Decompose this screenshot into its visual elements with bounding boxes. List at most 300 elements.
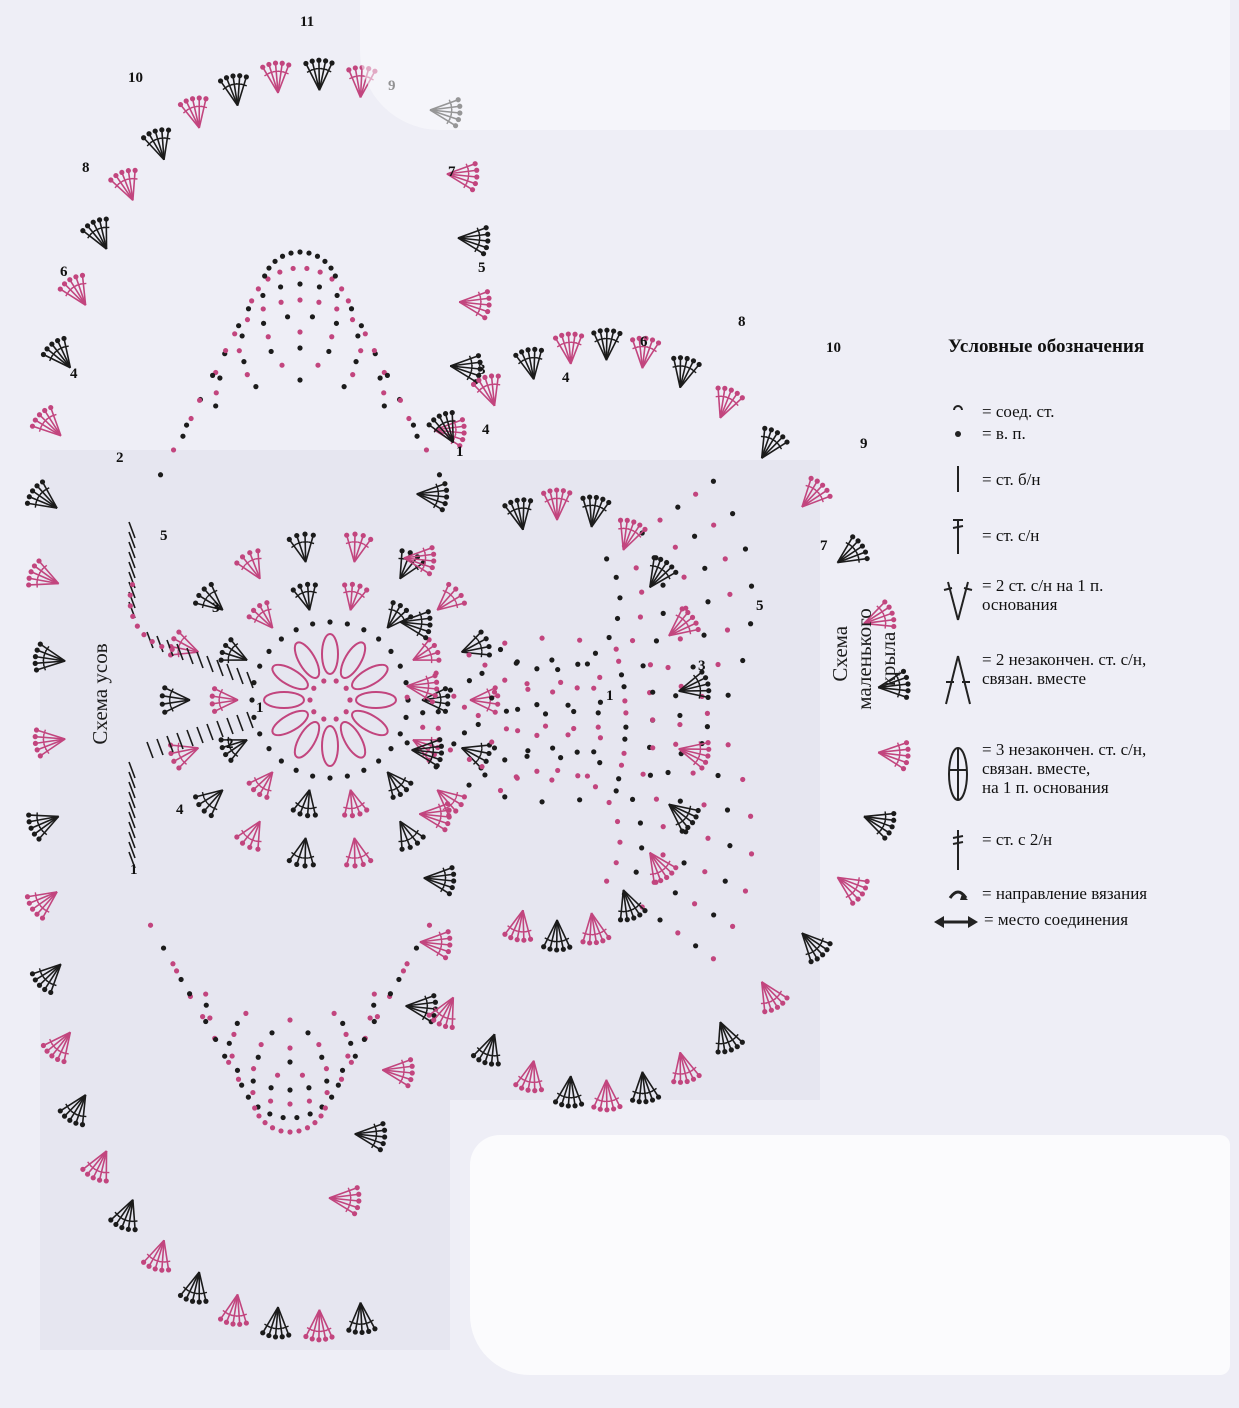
chain-stitch — [305, 1125, 310, 1130]
chain-stitch — [443, 411, 448, 416]
chain-stitch — [890, 824, 895, 829]
chain-stitch — [617, 840, 622, 845]
chain-stitch — [302, 863, 307, 868]
chain-stitch — [436, 658, 441, 663]
double-crochet-bar — [346, 856, 352, 858]
chain-stitch — [311, 533, 316, 538]
chain-stitch — [446, 949, 451, 954]
chain-stitch — [453, 586, 458, 591]
chain-stitch — [585, 773, 590, 778]
double-crochet — [361, 1302, 375, 1328]
chain-stitch — [406, 416, 411, 421]
chain-stitch — [202, 808, 207, 813]
chain-stitch — [638, 820, 643, 825]
chain-stitch — [48, 990, 53, 995]
row-number: 2 — [116, 450, 124, 466]
chain-stitch — [113, 1222, 118, 1227]
chain-stitch — [67, 277, 72, 282]
chain-stitch — [482, 772, 487, 777]
chain-stitch — [827, 941, 832, 946]
double-crochet — [306, 535, 314, 562]
row-number: 1 — [256, 700, 264, 716]
chain-stitch — [474, 174, 479, 179]
chain-stitch — [559, 1102, 564, 1107]
chain-stitch — [132, 168, 137, 173]
chain-stitch — [565, 732, 570, 737]
chain-stitch — [200, 1014, 205, 1019]
chain-stitch — [486, 644, 491, 649]
chain-stitch — [329, 60, 334, 65]
double-crochet-bar — [343, 591, 349, 592]
double-crochet — [557, 920, 563, 949]
chain-stitch — [361, 768, 366, 773]
chain-stitch — [437, 757, 442, 762]
chain-stitch — [159, 127, 164, 132]
chain-stitch — [224, 75, 229, 80]
chain-stitch — [630, 797, 635, 802]
double-crochet — [557, 491, 563, 520]
chain-stitch — [824, 947, 829, 952]
chain-stitch — [439, 750, 444, 755]
chain-stitch — [604, 1107, 609, 1112]
row-number: 4 — [562, 370, 570, 386]
chain-stitch — [228, 758, 233, 763]
chain-stitch — [108, 1217, 113, 1222]
chain-stitch — [554, 947, 559, 952]
chain-stitch — [246, 306, 251, 311]
chain-stitch — [345, 621, 350, 626]
single-crochet — [207, 724, 213, 740]
chain-stitch — [678, 799, 683, 804]
chain-stitch — [414, 945, 419, 950]
chain-stitch — [618, 917, 623, 922]
double-crochet — [606, 1080, 607, 1110]
double-crochet — [310, 790, 316, 815]
chain-stitch — [363, 331, 368, 336]
double-crochet — [544, 493, 557, 520]
legend-item — [938, 826, 1228, 886]
chain-stitch — [591, 1104, 596, 1109]
chain-stitch — [321, 678, 326, 683]
direction-arrow-icon — [938, 884, 978, 908]
row-number: 3 — [478, 362, 486, 378]
chain-stitch — [693, 492, 698, 497]
chain-stitch — [486, 751, 491, 756]
chain-stitch — [701, 633, 706, 638]
chain-stitch — [489, 695, 494, 700]
chain-stitch — [577, 797, 582, 802]
chain-stitch — [318, 269, 323, 274]
chain-stitch — [598, 328, 603, 333]
chain-stitch — [281, 1115, 286, 1120]
single-crochet — [197, 652, 203, 668]
chain-stitch — [447, 891, 452, 896]
chain-stitch — [648, 773, 653, 778]
row-number: 3 — [212, 600, 220, 616]
chain-stitch — [25, 501, 30, 506]
chain-stitch — [567, 945, 572, 950]
chain-stitch — [593, 651, 598, 656]
chain-stitch — [619, 763, 624, 768]
chain-stitch — [587, 494, 592, 499]
chain-stitch — [159, 1268, 164, 1273]
chain-stitch — [119, 170, 124, 175]
chain-stitch — [775, 1005, 780, 1010]
chain-stitch — [575, 662, 580, 667]
chain-stitch — [251, 608, 256, 613]
chain-stitch — [690, 820, 695, 825]
chain-stitch — [334, 306, 339, 311]
chain-stitch — [339, 286, 344, 291]
chain-stitch — [160, 693, 165, 698]
double-crochet-bar — [178, 749, 179, 755]
chain-stitch — [166, 127, 171, 132]
row-number: 5 — [478, 260, 486, 276]
chain-stitch — [245, 317, 250, 322]
chain-stitch — [236, 323, 241, 328]
row-number: 10 — [826, 340, 841, 356]
chain-stitch — [665, 665, 670, 670]
chain-stitch — [618, 518, 623, 523]
chain-stitch — [356, 1198, 361, 1203]
chain-stitch — [485, 232, 490, 237]
chain-stitch — [340, 1068, 345, 1073]
double-crochet-bar — [39, 968, 41, 974]
chain-stitch — [382, 403, 387, 408]
chain-stitch — [550, 689, 555, 694]
chain-stitch — [621, 751, 626, 756]
chain-stitch — [288, 250, 293, 255]
chain-stitch — [730, 511, 735, 516]
chain-stitch — [630, 1098, 635, 1103]
chain-stitch — [280, 1334, 285, 1339]
chain-stitch — [246, 1095, 251, 1100]
chain-stitch — [273, 1334, 278, 1339]
chain-stitch — [291, 587, 296, 592]
chain-stitch — [433, 1000, 438, 1005]
chain-stitch — [62, 281, 67, 286]
chain-stitch — [303, 61, 308, 66]
chain-stitch — [297, 377, 302, 382]
chain-stitch — [443, 955, 448, 960]
dc-cluster — [290, 719, 324, 762]
chain-stitch — [498, 788, 503, 793]
chain-stitch — [525, 347, 530, 352]
chain-stitch — [580, 496, 585, 501]
chain-stitch — [180, 434, 185, 439]
chain-stitch — [855, 896, 860, 901]
chain-stitch — [824, 488, 829, 493]
chain-stitch — [449, 865, 454, 870]
chain-stitch — [304, 266, 309, 271]
chain-stitch — [427, 422, 432, 427]
chain-stitch — [615, 819, 620, 824]
chain-stitch — [342, 812, 347, 817]
chain-stitch — [600, 497, 605, 502]
chain-stitch — [492, 745, 497, 750]
chain-stitch — [445, 821, 450, 826]
chain-stitch — [585, 661, 590, 666]
chain-stitch — [408, 845, 413, 850]
chain-stitch — [234, 834, 239, 839]
chain-stitch — [693, 621, 698, 626]
chain-stitch — [212, 709, 217, 714]
chain-stitch — [743, 546, 748, 551]
chain-stitch — [484, 245, 489, 250]
chain-stitch — [62, 1114, 67, 1119]
chain-stitch — [33, 417, 38, 422]
chain-stitch — [178, 1293, 183, 1298]
double-crochet — [133, 170, 135, 200]
chain-stitch — [141, 1260, 146, 1265]
single-crochet — [247, 712, 253, 728]
chain-stitch — [287, 1087, 292, 1092]
chain-stitch — [476, 1057, 481, 1062]
chain-stitch — [33, 977, 38, 982]
chain-stitch — [462, 705, 467, 710]
chain-stitch — [287, 1017, 292, 1022]
chain-stitch — [901, 669, 906, 674]
chain-stitch — [324, 1090, 329, 1095]
chain-stitch — [170, 647, 175, 652]
chain-stitch — [398, 664, 403, 669]
chain-stitch — [404, 787, 409, 792]
chain-stitch — [278, 1128, 283, 1133]
chain-stitch — [467, 678, 472, 683]
chain-stitch — [432, 643, 437, 648]
chain-stitch — [671, 356, 676, 361]
legend-text: = место соединения — [984, 910, 1129, 929]
double-crochet-bar — [202, 792, 203, 798]
double-crochet-bar — [63, 346, 69, 347]
chain-stitch — [396, 977, 401, 982]
chain-stitch — [213, 403, 218, 408]
chain-stitch — [891, 617, 896, 622]
chain-stitch — [33, 654, 38, 659]
chain-stitch — [159, 644, 164, 649]
chain-stitch — [748, 814, 753, 819]
double-crochet-bar — [633, 1091, 639, 1093]
legend-text: = в. п. — [982, 424, 1026, 443]
chain-stitch — [32, 563, 37, 568]
chain-stitch — [693, 814, 698, 819]
slip-stitch-icon — [938, 402, 978, 426]
chain-stitch — [519, 349, 524, 354]
chain-stitch — [571, 726, 576, 731]
chain-stitch — [678, 355, 683, 360]
chain-stitch — [277, 269, 282, 274]
chain-stitch — [204, 1003, 209, 1008]
chain-stitch — [622, 737, 627, 742]
chain-stitch — [305, 582, 310, 587]
chain-stitch — [171, 447, 176, 452]
chain-stitch — [508, 500, 513, 505]
chain-stitch — [820, 483, 825, 488]
chain-stitch — [606, 500, 611, 505]
chain-stitch — [735, 1044, 740, 1049]
chain-stitch — [235, 1021, 240, 1026]
chain-stitch — [375, 1014, 380, 1019]
chain-stitch — [350, 582, 355, 587]
chain-stitch — [130, 582, 135, 587]
chain-stitch — [495, 702, 500, 707]
chain-stitch — [591, 686, 596, 691]
chain-stitch — [257, 731, 262, 736]
chain-stitch — [220, 745, 225, 750]
chain-stitch — [625, 518, 630, 523]
chain-stitch — [141, 632, 146, 637]
chain-stitch — [882, 835, 887, 840]
chain-stitch — [364, 807, 369, 812]
chain-stitch — [515, 937, 520, 942]
row-number: 1 — [456, 444, 464, 460]
chain-stitch — [532, 347, 537, 352]
chain-stitch — [697, 362, 702, 367]
chain-stitch — [705, 753, 710, 758]
chain-stitch — [176, 629, 181, 634]
legend-item — [938, 650, 1228, 710]
chain-stitch — [451, 694, 456, 699]
chain-stitch — [891, 811, 896, 816]
chain-stitch — [611, 1106, 616, 1111]
double-crochet-bar — [178, 651, 179, 657]
chain-stitch — [405, 1083, 410, 1088]
chain-stitch — [203, 96, 208, 101]
double-crochet — [674, 1052, 680, 1081]
chain-stitch — [40, 915, 45, 920]
chain-stitch — [504, 709, 509, 714]
chain-stitch — [453, 808, 458, 813]
double-crochet — [534, 1061, 535, 1091]
chain-stitch — [702, 869, 707, 874]
chain-stitch — [567, 490, 572, 495]
double-crochet-bar — [308, 542, 314, 544]
chain-stitch — [237, 348, 242, 353]
double-crochet — [345, 790, 351, 815]
chain-stitch — [572, 332, 577, 337]
chain-stitch — [437, 1021, 442, 1026]
double-crochet-bar — [80, 283, 86, 284]
chain-stitch — [502, 794, 507, 799]
chain-stitch — [239, 1083, 244, 1088]
chain-stitch — [437, 472, 442, 477]
chain-stitch — [311, 686, 316, 691]
chain-stitch — [345, 773, 350, 778]
double-crochet-bar — [51, 414, 57, 416]
chain-stitch — [266, 1333, 271, 1338]
chain-stitch — [34, 667, 39, 672]
chain-stitch — [863, 549, 868, 554]
chain-stitch — [315, 254, 320, 259]
chain-stitch — [815, 956, 820, 961]
chain-stitch — [451, 872, 456, 877]
chain-stitch — [240, 333, 245, 338]
legend-text: = 3 незакончен. ст. с/н, связан. вместе, на 1 п. основания — [982, 740, 1147, 797]
chain-stitch — [598, 1107, 603, 1112]
chain-stitch — [561, 488, 566, 493]
chain-stitch — [513, 1082, 518, 1087]
chain-stitch — [251, 787, 256, 792]
chain-stitch — [532, 1088, 537, 1093]
chain-stitch — [294, 627, 299, 632]
chain-stitch — [436, 726, 441, 731]
chain-stitch — [350, 317, 355, 322]
chain-stitch — [372, 1019, 377, 1024]
chain-stitch — [553, 335, 558, 340]
chain-stitch — [146, 131, 151, 136]
chain-stitch — [904, 675, 909, 680]
chain-stitch — [502, 641, 507, 646]
chain-stitch — [427, 923, 432, 928]
chain-stitch — [388, 649, 393, 654]
chain-stitch — [637, 1099, 642, 1104]
legend-title: Условные обозначения — [948, 336, 1145, 357]
chain-stitch — [498, 647, 503, 652]
chain-stitch — [621, 684, 626, 689]
chain-stitch — [723, 879, 728, 884]
chain-stitch — [380, 1121, 385, 1126]
chain-stitch — [850, 901, 855, 906]
chain-stitch — [300, 1073, 305, 1078]
small-wing-scheme-label-text: Схема маленького крыла — [828, 608, 900, 710]
chain-stitch — [727, 843, 732, 848]
row-number: 2 — [226, 736, 234, 752]
chain-stitch — [673, 865, 678, 870]
chain-stitch — [364, 587, 369, 592]
chain-stitch — [280, 254, 285, 259]
chain-stitch — [344, 862, 349, 867]
chain-stitch — [30, 971, 35, 976]
chain-stitch — [328, 265, 333, 270]
chain-stitch — [329, 1095, 334, 1100]
double-crochet-bar — [389, 790, 395, 791]
chain-stitch — [179, 977, 184, 982]
chain-stitch — [572, 1103, 577, 1108]
double-crochet — [523, 910, 524, 940]
chain-stitch — [597, 675, 602, 680]
dc-cluster — [322, 726, 338, 766]
chain-stitch — [528, 937, 533, 942]
chain-stitch — [423, 635, 428, 640]
chain-stitch — [604, 879, 609, 884]
chain-stitch — [378, 375, 383, 380]
double-crochet-bar — [430, 652, 432, 658]
chain-stitch — [193, 601, 198, 606]
chain-stitch — [780, 434, 785, 439]
chain-stitch — [450, 885, 455, 890]
whiskers-scheme-label — [88, 604, 112, 784]
chain-stitch — [332, 1011, 337, 1016]
chain-stitch — [615, 616, 620, 621]
chain-stitch — [671, 1079, 676, 1084]
chain-stitch — [256, 1113, 261, 1118]
chain-stitch — [310, 1336, 315, 1341]
chain-stitch — [891, 818, 896, 823]
single-crochet — [197, 727, 203, 743]
chain-stitch — [44, 346, 49, 351]
double-crochet — [345, 585, 351, 610]
chain-stitch — [901, 766, 906, 771]
chain-stitch — [368, 858, 373, 863]
chain-stitch — [42, 408, 47, 413]
chain-stitch — [376, 636, 381, 641]
chain-stitch — [226, 1060, 231, 1065]
chain-stitch — [349, 1060, 354, 1065]
chain-stitch — [268, 1085, 273, 1090]
chain-stitch — [27, 901, 32, 906]
chain-stitch — [685, 356, 690, 361]
double-crochet — [319, 1310, 325, 1339]
